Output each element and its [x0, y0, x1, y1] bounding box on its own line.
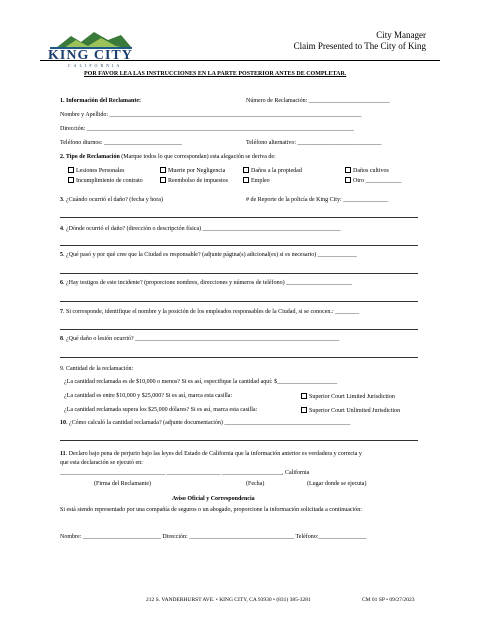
section-5-number: 5 — [60, 252, 63, 258]
checkbox-unlimited-jurisdiction[interactable] — [301, 407, 400, 414]
checkbox-label: Otro ____________ — [353, 178, 402, 184]
checkbox-label: Reembolso de impuestos — [168, 178, 228, 184]
checkbox-box[interactable] — [68, 167, 74, 173]
checkbox-box[interactable] — [301, 407, 307, 413]
section-6-question: . ¿Hay testigos de este incidente? (proporcione nombres, direcciones y números de teléfono) ______________________ — [63, 280, 353, 286]
checkbox-crop-damage[interactable] — [345, 167, 389, 174]
checkbox-tax-refund[interactable] — [160, 177, 228, 184]
section-4-question: . ¿Dónde ocurrió el daño? (dirección o descripción física) ______________________________________________ — [63, 226, 341, 232]
checkbox-box[interactable] — [243, 167, 249, 173]
footer-address: 212 S. VANDERHURST AVE. • KING CITY, CA 93930 • (831) 385-3281 — [146, 597, 311, 603]
section-11-declaration — [60, 451, 362, 457]
date-label: (Fecha) — [246, 481, 265, 487]
section-11-text: . Declaro bajo pena de perjurio bajo las leyes del Estado de California que la información anterior es verdadera y correcta y — [65, 451, 362, 457]
amount-over-25k-question: ¿La cantidad reclamada supera los $25,000 dólares? Si es así, marca esta casilla: — [64, 407, 258, 413]
checkbox-personal-injury[interactable] — [68, 167, 125, 174]
section-7-employees[interactable] — [60, 309, 359, 315]
checkbox-label: Superior Court Limited Jurisdiction — [309, 394, 395, 400]
checkbox-label: Superior Court Unlimited Jurisdiction — [309, 408, 401, 414]
section-8-damage[interactable] — [60, 336, 339, 342]
king-city-logo — [46, 30, 136, 70]
header-title: City Manager — [376, 30, 426, 40]
section-3-answer-line[interactable] — [60, 217, 418, 218]
police-report-field[interactable]: # de Reporte de la policía de King City: _______________ — [246, 197, 389, 203]
amount-10k-25k-question: ¿La cantidad es entre $10,000 y $25,000? Si es así, marca esta casilla: — [64, 393, 233, 399]
section-9-title: 9. Cantidad de la reclamación: — [60, 366, 134, 372]
section-11-text-line2: que esta declaración se ejecutó en: — [60, 460, 143, 466]
section-10-question: . ¿Cómo calculó la cantidad reclamada? (adjunte documentación) __________________________________________ — [66, 420, 351, 426]
section-2-label: 2. Tipo de Reclamación — [60, 154, 120, 160]
checkbox-label: Incumplimiento de contrato — [76, 178, 143, 184]
section-7-question: . Si corresponde, identifique el nombre y la posición de los empleados responsables de la Ciudad, si se conocen.: ________ — [63, 309, 360, 315]
section-8-question: . ¿Qué daño o lesión ocurrió? ____________________________________________________________________ — [63, 336, 340, 342]
section-3-when[interactable] — [60, 197, 163, 203]
logo-subtitle: CALIFORNIA — [68, 63, 123, 68]
signature-date-place-fields[interactable]: ___________________________________ __________________ ____________________, California — [60, 470, 310, 476]
section-6-witnesses[interactable] — [60, 280, 352, 286]
checkbox-property-damage[interactable] — [243, 167, 302, 174]
section-4-answer-line[interactable] — [60, 245, 418, 246]
section-6-answer-line[interactable] — [60, 301, 418, 302]
day-phone-field[interactable]: Teléfono diurnos: __________________________ — [60, 140, 182, 146]
section-1-title: 1. Información del Reclamante: — [60, 98, 141, 104]
checkbox-limited-jurisdiction[interactable] — [301, 393, 395, 400]
name-field[interactable]: Nombre y Apellido: ____________________________________________________________________________________ — [60, 112, 362, 118]
notice-text: Si está siendo representado por una compañía de seguros o un abogado, proporcione la información solicitada a continuación: — [60, 507, 362, 513]
checkbox-box[interactable] — [345, 167, 351, 173]
checkbox-label: Daños a la propiedad — [251, 168, 302, 174]
section-7-number: 7 — [60, 309, 63, 315]
logo-name: KING CITY — [48, 48, 133, 63]
section-5-what[interactable] — [60, 252, 357, 258]
amount-under-10k-field[interactable]: ¿La cantidad reclamada es de $10,000 o menos? Si es así, especifique la cantidad aquí: $____________________ — [64, 379, 338, 385]
checkbox-label: Lesiones Personales — [76, 168, 125, 174]
section-6-number: 6 — [60, 280, 63, 286]
checkbox-breach-contract[interactable] — [68, 177, 143, 184]
section-11-number: 11 — [60, 451, 66, 457]
section-10-calculation[interactable] — [60, 420, 350, 426]
section-5-question: . ¿Qué pasó y por qué cree que la Ciudad es responsable? (adjunte página(s) adicional(es) si es necesario) _____________ — [63, 252, 357, 258]
footer-form-code: CM 01 SP • 09/27/2023 — [362, 597, 415, 603]
section-10-number: 10 — [60, 420, 66, 426]
instructions: POR FAVOR LEA LAS INSTRUCCIONES EN LA PARTE POSTERIOR ANTES DE COMPLETAR. — [84, 71, 347, 77]
header-rule — [40, 60, 440, 61]
notice-title: Aviso Oficial y Correspondencia — [172, 496, 255, 502]
section-4-where[interactable] — [60, 226, 341, 232]
checkbox-box[interactable] — [160, 177, 166, 183]
checkbox-box[interactable] — [68, 177, 74, 183]
section-7-answer-line[interactable] — [60, 329, 418, 330]
section-8-answer-line[interactable] — [60, 357, 418, 358]
claim-number-field[interactable]: Número de Reclamación: ___________________________ — [246, 98, 390, 104]
checkbox-employment[interactable] — [243, 177, 270, 184]
checkbox-label: Empleo — [251, 178, 270, 184]
signature-label: (Firma del Reclamante) — [94, 481, 151, 487]
checkbox-label: Daños cultivos — [353, 168, 389, 174]
checkbox-box[interactable] — [160, 167, 166, 173]
checkbox-box[interactable] — [243, 177, 249, 183]
checkbox-box[interactable] — [301, 393, 307, 399]
checkbox-other[interactable] — [345, 177, 402, 184]
section-2-instructions: (Marque todos lo que correspondan) esta alegación se deriva de: — [119, 154, 276, 160]
section-5-answer-line[interactable] — [60, 273, 418, 274]
section-3-question: . ¿Cuándo ocurrió el daño? (fecha y hora) — [63, 197, 163, 203]
header-subtitle: Claim Presented to The City of King — [293, 41, 426, 51]
checkbox-box[interactable] — [345, 177, 351, 183]
place-label: (Lugar donde se ejecuta) — [307, 481, 367, 487]
section-4-number: 4 — [60, 226, 63, 232]
section-8-number: 8 — [60, 336, 63, 342]
address-field[interactable]: Dirección: _________________________________________________________________________________________ — [60, 126, 354, 132]
representative-fields[interactable]: Nombre: __________________________ Dirección: ___________________________________ Teléfono:________________ — [60, 534, 367, 540]
section-10-answer-line[interactable] — [60, 440, 418, 441]
checkbox-label: Muerte por Negligencia — [168, 168, 226, 174]
section-3-number: 3 — [60, 197, 63, 203]
section-2-title — [60, 154, 276, 160]
checkbox-wrongful-death[interactable] — [160, 167, 225, 174]
alt-phone-field[interactable]: Teléfono alternativo: ____________________________ — [246, 140, 382, 146]
